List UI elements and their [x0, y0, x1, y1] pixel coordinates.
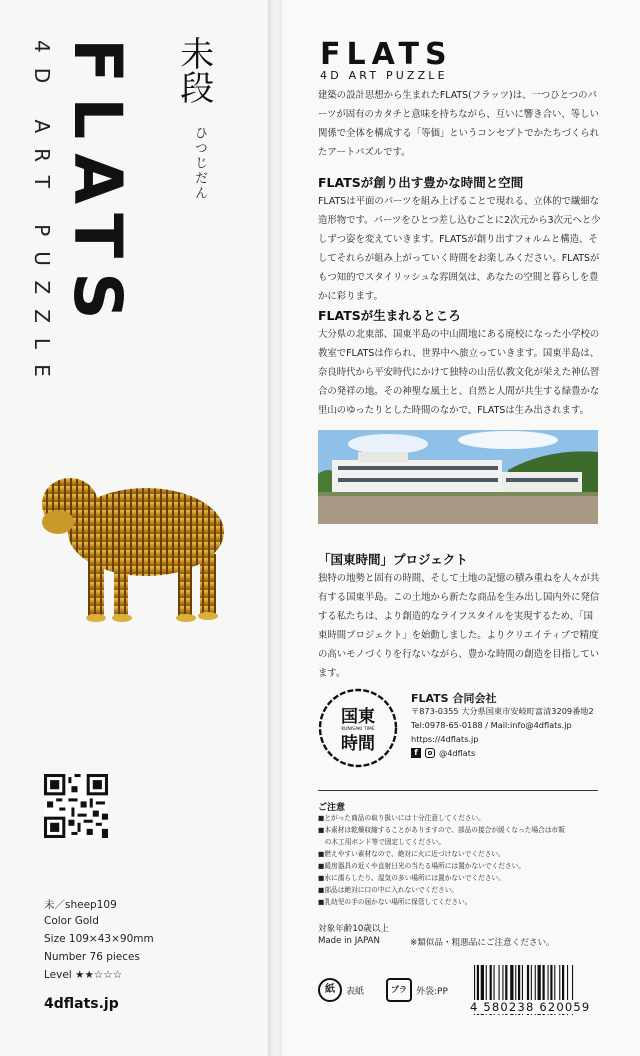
seal-top: 国東	[341, 707, 375, 727]
school-building-photo	[318, 430, 598, 524]
instagram-icon[interactable]	[425, 748, 435, 758]
notice-item: ■とがった商品の取り扱いには十分注意してください。	[318, 814, 485, 822]
seal-ring: KUNISAKI TIME	[341, 727, 375, 732]
right-title: FLATS	[320, 37, 453, 72]
product-kana: ひつじだん	[192, 126, 207, 201]
right-subtitle: 4D ART PUZZLE	[320, 69, 448, 82]
plastic-recycle-label: 外袋:PP	[416, 986, 448, 997]
intro-paragraph: 建築の設計思想から生まれたFLATS(フラッツ)は、一つひとつのパーツが固有のカタチと意味を持ちながら、互いに響き合い、等しい関係で全体を構成する「等価」というコンセプトでかたちづくられたアートパズルです。	[318, 90, 600, 158]
barcode-number: 4 580238 620059	[470, 1000, 591, 1014]
company-web[interactable]: https://4dflats.jp	[411, 734, 479, 744]
left-panel	[0, 0, 268, 1056]
kunisaki-time-seal	[318, 688, 398, 768]
panel-fold	[268, 0, 282, 1056]
notice-title: ご注意	[318, 803, 346, 813]
notice-item: ■暖房器具の近くや直射日光の当たる場所には置かないでください。	[318, 862, 525, 870]
spec-size: Size 109×43×90mm	[44, 933, 154, 945]
seal-bottom: 時間	[341, 734, 375, 754]
subtitle-vertical: 4D ART PUZZLE	[30, 40, 54, 392]
section-heading-2: FLATSが生まれるところ	[318, 308, 461, 323]
spec-pieces: Number 76 pieces	[44, 951, 140, 963]
site-url[interactable]: 4dflats.jp	[44, 996, 119, 1012]
notice-item: ■乳幼児の手の届かない場所に保管してください。	[318, 898, 472, 906]
company-address: 〒873-0355 大分県国東市安岐町富清3209番地2	[411, 706, 594, 716]
target-age: 対象年齢10歳以上	[318, 924, 390, 934]
section-body-3: 独特の地勢と固有の時間、そして土地の記憶の積み重ねを人々が共有する国東半島。この土地から新たな商品を生み出し国内外に発信する私たちは、より創造的なライフスタイルを実現するため、「国東時間プロジェクト」を始動しました。よりクリエイティブで精度の高いモノづくりを行ないながら、豊かな時間の創造を目指しています。	[318, 573, 600, 679]
notice-item: ■燃えやすい素材なので、絶対に火に近づけないでください。	[318, 850, 505, 858]
paper-recycle-icon: 紙	[318, 978, 342, 1002]
company-name: FLATS 合同会社	[411, 692, 497, 705]
sns-handle[interactable]: @4dflats	[439, 748, 476, 758]
section-body-2: 大分県の北東部、国東半島の中山間地にある廃校になった小学校の教室でFLATSは作られ、世界中へ旅立っていきます。国東半島は、奈良時代から平安時代にかけて独特の山岳仏教文化が栄えた神仏習合の発祥の地。その神聖な風土と、自然と人間が共生する緑豊かな里山のゆったりとした時間のなかで、FLATSは生み出されます。	[318, 329, 600, 416]
brand-vertical: FLATS	[59, 38, 136, 334]
section-heading-1: FLATSが創り出す豊かな時間と空間	[318, 175, 524, 190]
spec-color: Color Gold	[44, 915, 99, 927]
facebook-icon[interactable]: f	[411, 748, 421, 758]
notice-item: ■水に濡らしたり、湿気の多い場所には置かないでください。	[318, 874, 505, 882]
company-contact: Tel:0978-65-0188 / Mail:info@4dflats.jp	[411, 720, 572, 730]
sheep-puzzle-image	[36, 454, 236, 634]
notice-item: の木工用ボンド等で固定してください。	[318, 838, 446, 846]
recycle-plastic	[386, 978, 448, 1002]
paper-recycle-label: 表紙	[346, 986, 365, 997]
plastic-recycle-icon: プラ	[386, 978, 412, 1002]
qr-code[interactable]	[44, 774, 108, 838]
product-kanji: 未段	[173, 36, 214, 104]
made-in: Made in JAPAN	[318, 936, 380, 946]
notice-rule	[318, 790, 598, 791]
recycle-paper	[318, 978, 364, 1002]
notice-item: ■部品は絶対に口の中に入れないでください。	[318, 886, 459, 894]
notice-item: ■本素材は乾燥収縮することがありますので、部品の接合が緩くなった場合は市販	[318, 826, 565, 834]
company-sns	[411, 748, 475, 758]
spec-level: Level ★★☆☆☆	[44, 969, 123, 981]
section-body-1: FLATSは平面のパーツを組み上げることで現れる、立体的で繊細な造形物です。パーツをひとつ差し込むごとに2次元から3次元へと少しずつ姿を変えていきます。FLATSが創り出すフォルムと構造、そしてそれらが組み上がっていく時間をお楽しみください。FLATSがもつ知的でスタイリッシュな雰囲気は、あなたの空間と暮らしを豊かに彩ります。	[318, 196, 601, 302]
imitation-warning: ※類似品・粗悪品にご注意ください。	[410, 938, 555, 948]
section-heading-3: 「国東時間」プロジェクト	[318, 552, 468, 567]
spec-model: 未／sheep109	[44, 899, 117, 911]
